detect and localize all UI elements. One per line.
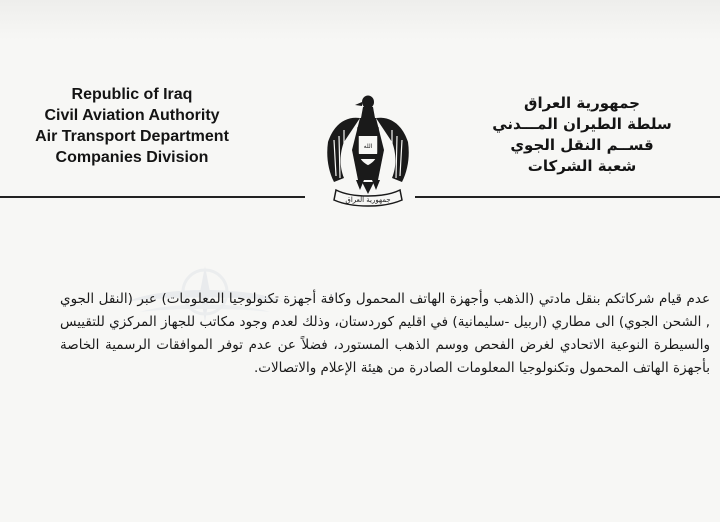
- body-paragraph: عدم قيام شركاتكم بنقل مادتي (الذهب وأجهزة الهاتف المحمول وكافة أجهزة تكنولوجيا المعلومات) عبر (النقل الجوي , الشحن الجوي) الى مطاري (اربيل -سليمانية) في اقليم كوردستان، وذلك لعدم وجود مكاتب للجهاز المركزي للتقييس والسيطرة النوعية الاتحادي لغرض الفحص ووسم الذهب المستورد، فضلاً عن عدم توفر الموافقات الرسمية الخاصة بأجهزة الهاتف المحمول وتكنولوجيا المعلومات الصادرة من هيئة الإعلام والاتصالات.: [60, 291, 710, 376]
- letterhead-ar-line-1: جمهورية العراق: [524, 94, 640, 112]
- scan-shadow: [0, 0, 720, 40]
- letterhead-en-line-4: Companies Division: [55, 149, 209, 166]
- letterhead-en-line-3: Air Transport Department: [35, 128, 229, 145]
- english-letterhead: [18, 84, 246, 168]
- letterhead-ar-line-4: شعبة الشركات: [527, 157, 637, 175]
- svg-text:الله: الله: [363, 143, 373, 150]
- emblem-banner-text: جمهورية العراق: [345, 196, 391, 204]
- letter-body: [60, 288, 710, 380]
- iraq-eagle-emblem-icon: [322, 90, 414, 210]
- letterhead-en-line-1: Republic of Iraq: [71, 86, 193, 103]
- letterhead-en-line-2: Civil Aviation Authority: [44, 107, 220, 124]
- letterhead-ar-line-3: قســم النقل الجوي: [510, 136, 654, 154]
- letterhead-ar-line-2: سلطة الطيران المـــدني: [492, 115, 672, 133]
- header-rule-left: [0, 196, 305, 198]
- header-rule-right: [415, 196, 720, 198]
- arabic-letterhead: [482, 93, 682, 177]
